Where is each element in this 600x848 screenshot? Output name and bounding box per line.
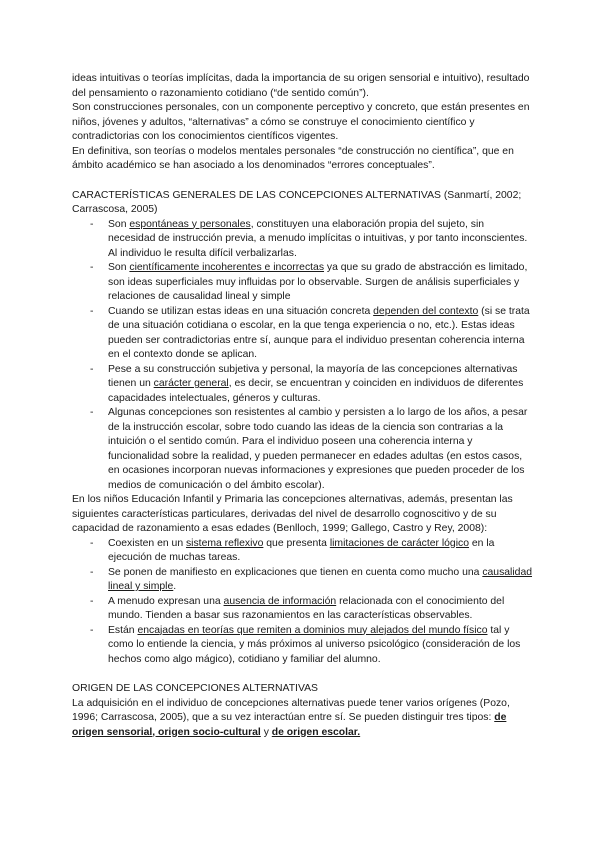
list-item: - Son científicamente incoherentes e incorrectas ya que su grado de abstracción es limitado, son ideas superficiales muy influidas por lo observable. Surgen de análisis superficiales y relaciones de causalidad lineal y simple bbox=[108, 261, 534, 305]
children-characteristics-list bbox=[72, 537, 534, 668]
section-2-heading: ORIGEN DE LAS CONCEPCIONES ALTERNATIVAS bbox=[72, 683, 318, 694]
list-item: - Están encajadas en teorías que remiten a dominios muy alejados del mundo físico tal y como lo entiende la ciencia, y más próximos al universo psicológico (consideración de los hechos como algo mágico), cotidiano y familiar del alumno. bbox=[108, 624, 534, 668]
list-item: - Se ponen de manifiesto en explicaciones que tienen en cuenta como mucho una causalidad lineal y simple. bbox=[108, 566, 534, 595]
list-item: - A menudo expresan una ausencia de información relacionada con el conocimiento del mundo. Tienden a basar sus razonamientos en las características observables. bbox=[108, 595, 534, 624]
general-characteristics-list bbox=[72, 218, 534, 494]
section-1-heading: CARACTERÍSTICAS GENERALES DE LAS CONCEPCIONES ALTERNATIVAS (Sanmartí, 2002; Carrascosa, 2005) bbox=[72, 189, 522, 215]
document-page bbox=[72, 72, 534, 740]
list-item: - Son espontáneas y personales, constituyen una elaboración propia del sujeto, sin necesidad de instrucción previa, a menudo implícitas o intuitivas, y por tanto inconscientes. Al individuo le resulta difícil verbalizarlas. bbox=[108, 218, 534, 262]
list-item: - Pese a su construcción subjetiva y personal, la mayoría de las concepciones alternativas tienen un carácter general, es decir, se encuentran y coinciden en individuos de diferentes capacidades intelectuales, géneros y culturas. bbox=[108, 363, 534, 407]
list-item: - Coexisten en un sistema reflexivo que presenta limitaciones de carácter lógico en la ejecución de muchas tareas. bbox=[108, 537, 534, 566]
list-item: - Cuando se utilizan estas ideas en una situación concreta dependen del contexto (si se trata de una situación cotidiana o escolar, en la que tenga experiencia o no, etc.). Estas ideas pueden ser contradictorias entre sí, aunque para el individuo presentan coherencia interna en el contexto donde se aplican. bbox=[108, 305, 534, 363]
intro-paragraph-3: En definitiva, son teorías o modelos mentales personales “de construcción no científica”, que en ámbito académico se han asociado a los denominados “errores conceptuales”. bbox=[72, 145, 514, 171]
intro-paragraph-2: Son construcciones personales, con un componente perceptivo y concreto, que están presentes en niños, jóvenes y adultos, “alternativas” a cómo se construye el conocimiento científico y contradictorias con los conocimientos científicos vigentes. bbox=[72, 102, 530, 142]
list-item: - Algunas concepciones son resistentes al cambio y persisten a lo largo de los años, a pesar de la instrucción escolar, sobre todo cuando las ideas de la ciencia son contrarias a la intuición o el sentido común. Para el individuo poseen una coherencia interna y funcionalidad sobre la realidad, y pueden permanecer en edades adultas (en estos casos, en ocasiones incorporan nuevas informaciones y expresiones que pueden proceder de los medios de comunicación o del ámbito escolar). bbox=[108, 406, 534, 493]
children-intro-paragraph: En los niños Educación Infantil y Primaria las concepciones alternativas, además, presentan las siguientes características particulares, derivadas del nivel de desarrollo cognoscitivo y de su capacidad de razonamiento a esas edades (Benlloch, 1999; Gallego, Castro y Rey, 2008): bbox=[72, 494, 513, 534]
origin-paragraph: La adquisición en el individuo de concepciones alternativas puede tener varios orígenes (Pozo, 1996; Carrascosa, 2005), que a su vez interactúan entre sí. Se pueden distinguir tres tipos: de origen sensorial, origen socio-cultural y de origen escolar. bbox=[72, 697, 510, 738]
intro-paragraph-1: ideas intuitivas o teorías implícitas, dada la importancia de su origen sensorial e intuitivo), resultado del pensamiento o razonamiento cotidiano (“de sentido común”). bbox=[72, 73, 530, 99]
